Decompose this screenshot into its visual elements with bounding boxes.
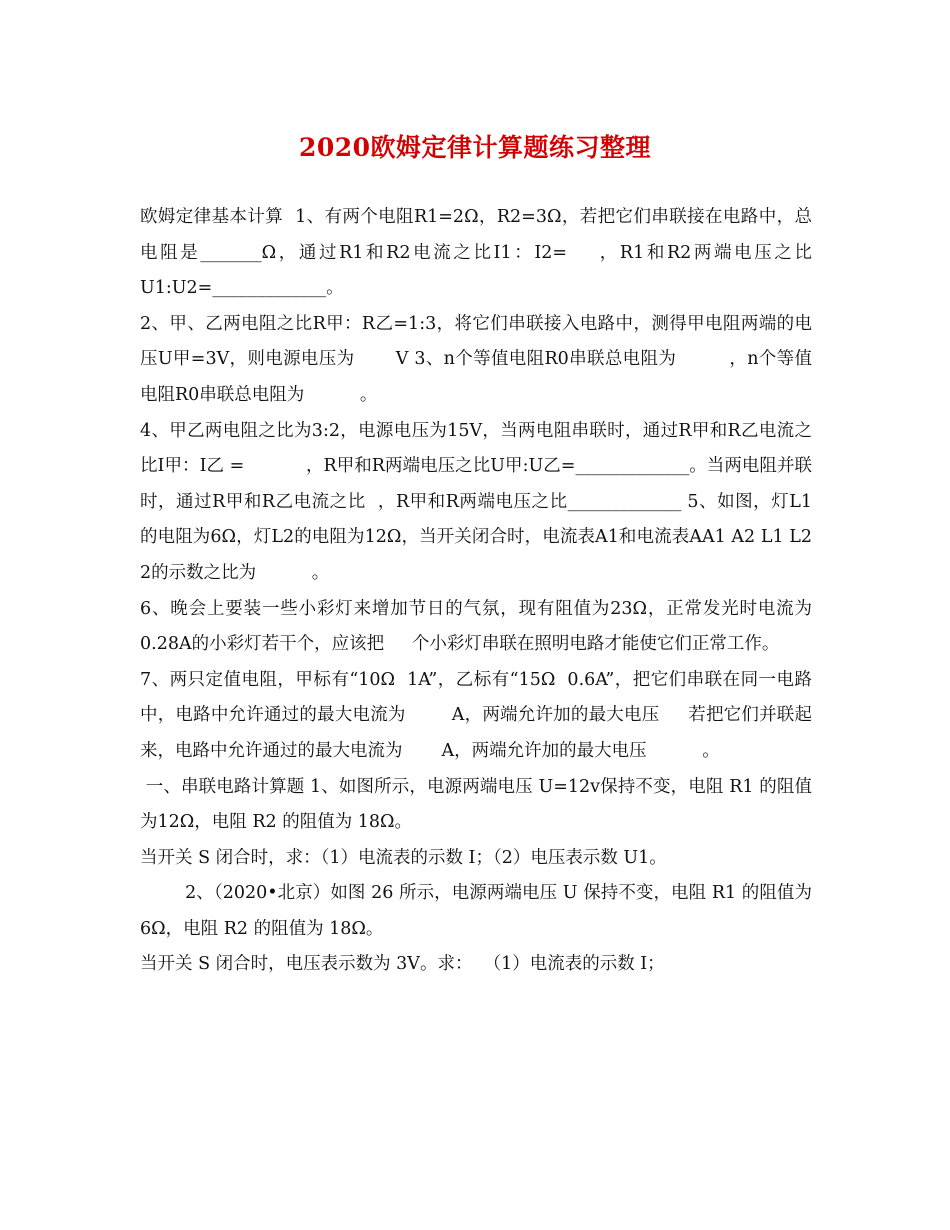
paragraph-series-q2-ask: 当开关 S 闭合时，电压表示数为 3V。求： （1）电流表的示数 I；	[140, 954, 665, 975]
paragraph-question-4-5: 4、甲乙两电阻之比为3:2，电源电压为15V，当两电阻串联时，通过R甲和R乙电流之比I甲：I乙 = ，R甲和R两端电压之比U甲:U乙=_____________。当两电阻并联时，通过R甲和R乙电流之比 ，R甲和R两端电压之比_____________ 5、如图，灯L1的电阻为6Ω，灯L2的电阻为12Ω，当开关闭合时，电流表A1和电流表AA1 A2 L1 L2 2的示数之比为 。	[140, 420, 818, 583]
paragraph-question-6: 6、晚会上要装一些小彩灯来增加节日的气氛，现有阻值为23Ω，正常发光时电流为0.28A的小彩灯若干个，应该把 个小彩灯串联在照明电路才能使它们正常工作。	[140, 598, 812, 655]
paragraph-question-2-3: 2、甲、乙两电阻之比R甲：R乙=1:3，将它们串联接入电路中，测得甲电阻两端的电压U甲=3V，则电源电压为 V 3、n个等值电阻R0串联总电阻为 ，n个等值电阻R0串联总电阻为 。	[140, 313, 812, 405]
paragraph-basic-calc: 欧姆定律基本计算 1、有两个电阻R1=2Ω，R2=3Ω，若把它们串联接在电路中，总电阻是_______Ω，通过R1和R2电流之比I1：I2= ，R1和R2两端电压之比U1:U2=_____________。	[140, 207, 812, 299]
paragraph-series-q1-ask: 当开关 S 闭合时，求：（1）电流表的示数 I；（2）电压表示数 U1。	[140, 847, 667, 868]
page-title: 2020欧姆定律计算题练习整理	[298, 133, 652, 162]
paragraph-series-q2: 2、（2020•北京）如图 26 所示，电源两端电压 U 保持不变，电阻 R1 的阻值为 6Ω，电阻 R2 的阻值为 18Ω。	[140, 883, 818, 939]
document-body	[140, 200, 818, 983]
paragraph-series-section: 一、串联电路计算题 1、如图所示，电源两端电压 U=12v保持不变，电阻 R1 的阻值为12Ω，电阻 R2 的阻值为 18Ω。	[140, 776, 812, 833]
paragraph-question-7: 7、两只定值电阻，甲标有“10Ω 1A”，乙标有“15Ω 0.6A”，把它们串联在同一电路中，电路中允许通过的最大电流为 A，两端允许加的最大电压 若把它们并联起来，电路中允许通过的最大电流为 A，两端允许加的最大电压 。	[140, 669, 812, 761]
